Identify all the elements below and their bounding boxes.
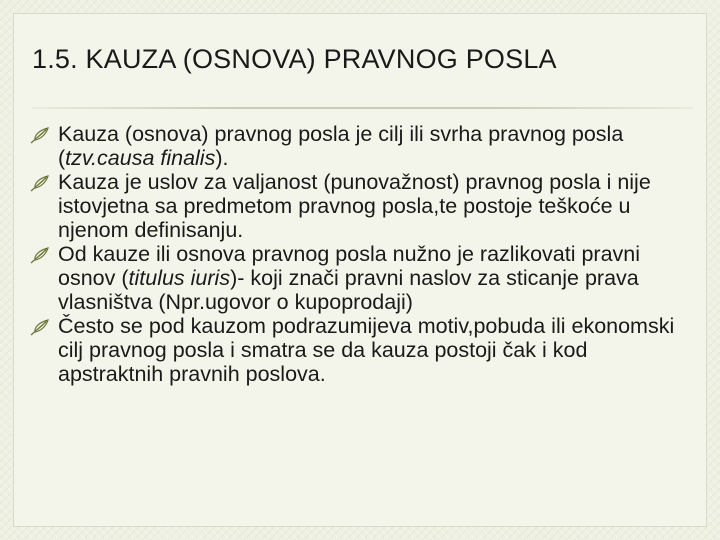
quill-bullet-icon [28, 173, 52, 193]
list-item [22, 314, 692, 386]
point-emphasis: tzv.causa finalis [65, 146, 216, 170]
list-item [22, 242, 692, 314]
quill-bullet-icon [28, 317, 52, 337]
point-text: Kauza je uslov za valjanost (punovažnost) pravnog posla i nije istovjetna sa predmetom pravnog posla,te postoje teškoće u njenom definisanju. [58, 170, 651, 242]
bullet-list [22, 122, 692, 386]
quill-bullet-icon [28, 125, 52, 145]
point-text-end: ). [215, 146, 229, 170]
point-text: Kauza (osnova) pravnog posla je cilj ili svrha pravnog posla ( [58, 122, 624, 170]
point-emphasis: titulus iuris [128, 266, 231, 290]
title-divider [32, 107, 694, 109]
list-item [22, 122, 692, 170]
slide [14, 14, 706, 526]
point-text: Od kauze ili osnova pravnog posla nužno je razlikovati pravni osnov ( [58, 242, 641, 290]
slide-title: 1.5. KAUZA (OSNOVA) PRAVNOG POSLA [32, 44, 557, 74]
point-text: Često se pod kauzom podrazumijeva motiv,pobuda ili ekonomski cilj pravnog posla i smatra se da kauza postoji čak i kod apstraktnih pravnih poslova. [58, 314, 675, 386]
list-item [22, 170, 692, 242]
quill-bullet-icon [28, 245, 52, 265]
point-text-end: )- koji znači pravni naslov za sticanje prava vlasništva (Npr.ugovor o kupoprodaji) [58, 266, 639, 314]
